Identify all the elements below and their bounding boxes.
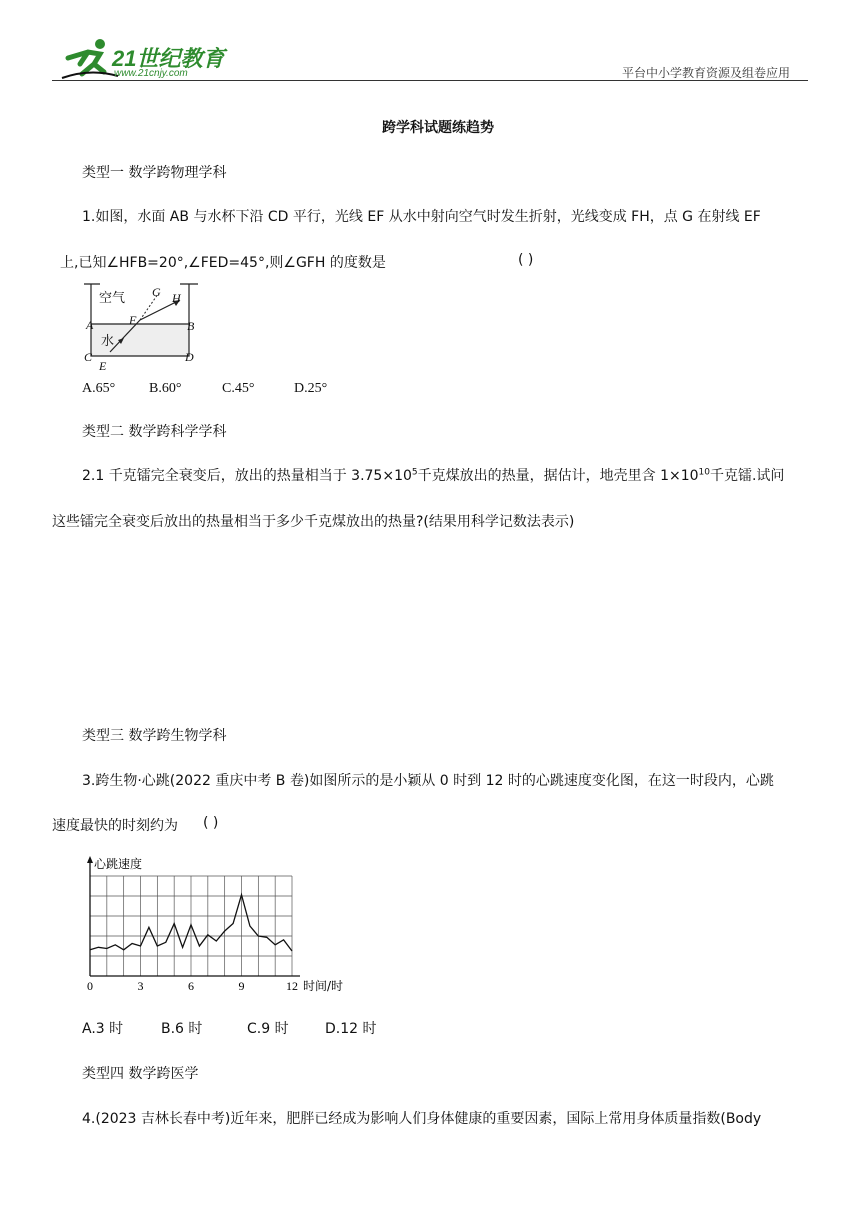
q3-option-a: A.3 时	[82, 1021, 124, 1037]
q1-option-b: B.60°	[149, 381, 182, 396]
q2-line1-part-c: 千克镭.试问	[709, 468, 785, 484]
logo-main-text: 21世纪教育	[112, 46, 225, 71]
q1-option-d: D.25°	[294, 381, 328, 396]
chart-x-axis-label: 时间/时	[303, 979, 344, 993]
q3-answer-paren: ( )	[203, 815, 219, 831]
q1-option-a: A.65°	[82, 381, 116, 396]
section-heading-1: 类型一 数学跨物理学科	[82, 165, 227, 181]
section-heading-4: 类型四 数学跨医学	[82, 1066, 199, 1082]
q3-line2: 速度最快的时刻约为	[52, 818, 178, 834]
logo-url-text: www.21cnjy.com	[114, 68, 188, 79]
x-tick-label: 12	[286, 979, 298, 993]
fig1-label-B: B	[187, 319, 195, 333]
q2-line1-part-b: 千克煤放出的热量，据估计，地壳里含 1×10	[417, 468, 699, 484]
y-axis-arrow	[87, 856, 93, 863]
q2-exponent-2: 10	[698, 467, 710, 478]
q3-line1: 3.跨生物·心跳(2022 重庆中考 B 卷)如图所示的是小颖从 0 时到 12 时的心跳速度变化图，在这一时段内，心跳	[82, 773, 774, 789]
q3-option-b: B.6 时	[161, 1021, 203, 1037]
x-tick-label: 6	[188, 979, 194, 993]
header-rule	[52, 80, 808, 81]
fig1-label-H: H	[172, 291, 181, 305]
x-tick-label: 9	[238, 979, 245, 993]
section-heading-3: 类型三 数学跨生物学科	[82, 728, 227, 744]
fig1-label-air: 空气	[99, 291, 126, 306]
fig1-label-D: D	[185, 350, 194, 364]
q2-line1-part-a: 2.1 千克镭完全衰变后，放出的热量相当于 3.75×10	[82, 468, 412, 484]
fig1-label-water: 水	[101, 334, 115, 349]
fig1-label-A: A	[86, 318, 94, 332]
page-title: 跨学科试题练趋势	[382, 120, 494, 136]
heart-rate-chart	[74, 852, 364, 998]
q2-exponent-1: 5	[411, 467, 418, 478]
q1-line2: 上,已知∠HFB=20°,∠FED=45°,则∠GFH 的度数是	[60, 255, 386, 271]
site-logo	[60, 38, 230, 82]
header-right-text: 平台中小学教育资源及组卷应用	[622, 66, 791, 80]
x-tick-label: 3	[137, 979, 144, 993]
runner-logo-icon	[60, 38, 120, 80]
fig1-label-F: F	[129, 313, 137, 327]
chart-x-ticks	[87, 979, 298, 993]
q4-line1: 4.(2023 吉林长春中考)近年来，肥胖已经成为影响人们身体健康的重要因素，国际上常用身体质量指数(Body	[82, 1111, 762, 1127]
x-tick-label: 0	[87, 979, 93, 993]
q2-line1	[82, 465, 784, 485]
refraction-figure	[80, 282, 200, 372]
q1-option-c: C.45°	[222, 381, 255, 396]
fig1-label-G: G	[152, 285, 161, 299]
chart-y-axis-label: 心跳速度	[94, 857, 143, 871]
q1-line1: 1.如图，水面 AB 与水杯下沿 CD 平行，光线 EF 从水中射向空气时发生折射，光线变成 FH，点 G 在射线 EF	[82, 209, 761, 225]
q2-line2: 这些镭完全衰变后放出的热量相当于多少千克煤放出的热量?(结果用科学记数法表示)	[52, 514, 575, 530]
q3-option-d: D.12 时	[325, 1021, 377, 1037]
q1-answer-paren: ( )	[518, 252, 534, 268]
fig1-label-C: C	[84, 350, 93, 364]
fig1-label-E: E	[99, 359, 107, 373]
section-heading-2: 类型二 数学跨科学学科	[82, 424, 227, 440]
q3-option-c: C.9 时	[247, 1021, 289, 1037]
